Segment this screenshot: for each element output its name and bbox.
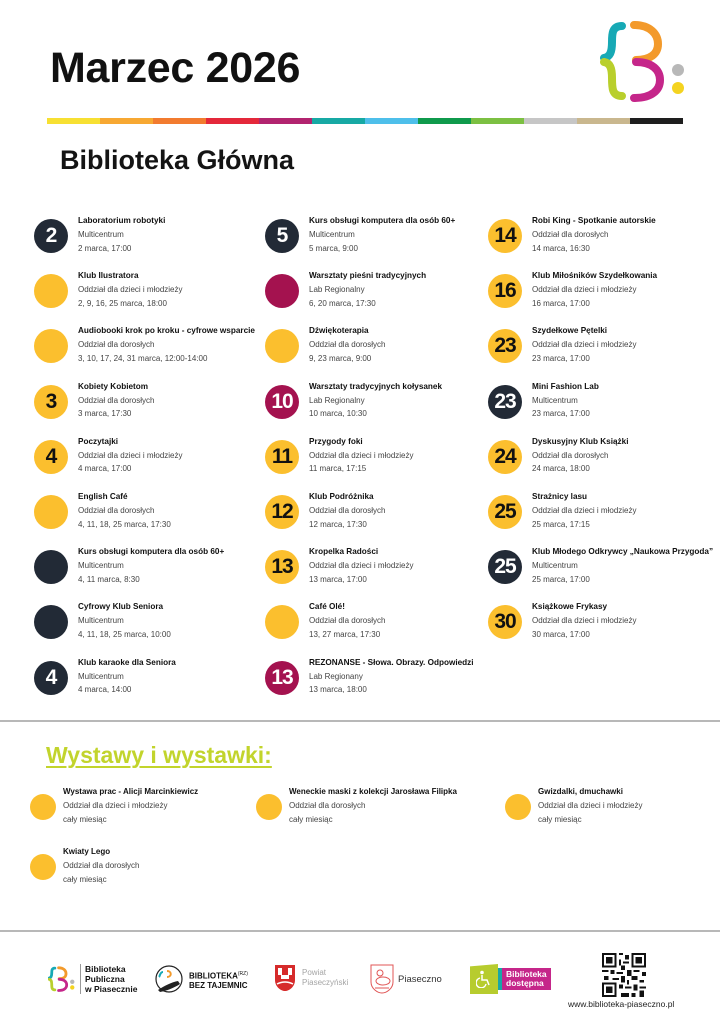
event-place: Oddział dla dorosłych [78,340,155,350]
event-date: 23 marca, 17:00 [532,409,590,419]
exhibition-place: Oddział dla dorosłych [289,801,366,810]
stripe-segment [153,118,206,124]
event-name: Audiobooki krok po kroku - cyfrowe wsparcie [78,326,255,336]
event-date: 16 marca, 17:00 [532,298,590,308]
event-item[interactable] [488,435,716,490]
event-item[interactable] [34,435,262,490]
footer-logo-piaseczno[interactable] [370,964,442,994]
event-name: Klub Ilustratora [78,271,139,281]
library-brace-b-logo [600,20,690,102]
logo2-line1: BIBLIOTEKA [189,971,238,981]
event-item[interactable] [265,656,493,711]
event-place: Oddział dla dzieci i młodzieży [532,340,637,350]
qr-code-icon[interactable] [602,953,646,997]
event-name: Mini Fashion Lab [532,381,599,391]
event-item[interactable] [488,324,716,379]
date-badge: 30 [488,605,522,639]
event-date: 3, 10, 17, 24, 31 marca, 12:00-14:00 [78,353,208,363]
event-place: Oddział dla dorosłych [78,395,155,405]
event-date: 11 marca, 17:15 [309,464,367,474]
library-brace-b-logo [48,964,76,994]
stripe-segment [259,118,312,124]
footer-logo-powiat[interactable] [274,964,348,992]
event-name: Klub Miłośników Szydełkowania [532,271,658,281]
event-item[interactable] [265,545,493,600]
exhibition-item[interactable] [505,785,720,835]
stripe-segment [418,118,471,124]
event-item[interactable] [34,324,262,379]
event-date: 24 marca, 18:00 [532,464,590,474]
exhibition-date: cały miesiąc [538,814,582,824]
event-date: 4, 11, 18, 25 marca, 10:00 [78,629,171,639]
event-date: 25 marca, 17:00 [532,574,590,584]
date-badge: 10 [265,385,299,419]
event-place: Oddział dla dzieci i młodzieży [532,285,637,295]
color-stripe [47,118,683,124]
event-place: Oddział dla dzieci i młodzieży [78,285,183,295]
event-item[interactable] [265,380,493,435]
exhibition-place: Oddział dla dzieci i młodzieży [538,801,643,810]
event-name: Klub Młodego Odkrywcy „Naukowa Przygoda” [532,547,714,557]
event-date: 30 marca, 17:00 [532,629,590,639]
stripe-segment [206,118,259,124]
footer-divider [0,930,720,932]
logo3-line1: Powiat [302,968,327,977]
date-badge: 11 [265,440,299,474]
exhibition-name: Gwizdalki, dmuchawki [538,787,623,796]
exhibition-item[interactable] [256,785,506,835]
footer-logo-bez-tajemnic[interactable] [154,964,248,996]
event-item[interactable] [488,545,716,600]
event-name: Café Olé! [309,602,345,612]
event-place: Lab Regionany [309,671,363,681]
event-place: Oddział dla dorosłych [309,340,386,350]
event-item[interactable] [34,545,262,600]
event-date: 13 marca, 18:00 [309,685,367,695]
page-title: Marzec 2026 [50,44,301,92]
powiat-crest-icon [274,964,296,992]
event-name: Warsztaty pieśni tradycyjnych [309,271,427,281]
date-badge: 4 [34,440,68,474]
event-name: English Café [78,491,128,501]
section-divider [0,720,720,722]
exhibition-name: Wystawa prac - Alicji Marcinkiewicz [63,787,199,796]
date-badge: 25 [488,550,522,584]
section-title: Biblioteka Główna [60,145,295,175]
event-date: 6, 20 marca, 17:30 [309,298,376,308]
stripe-segment [471,118,524,124]
exhibition-date: cały miesiąc [289,814,333,824]
event-name: Poczytajki [78,436,119,446]
logo1-line1: Biblioteka [85,964,126,974]
exhibitions-title: Wystawy i wystawki: [46,742,272,768]
bullet-dot [30,854,56,880]
event-item[interactable] [34,214,262,269]
event-name: Dyskusyjny Klub Książki [532,436,629,446]
exhibition-item[interactable] [30,845,280,895]
logo3-line2: Piaseczyński [302,978,349,987]
event-item[interactable] [34,656,262,711]
event-date: 13, 27 marca, 17:30 [309,629,381,639]
events-column-2 [265,214,493,711]
piaseczno-ram-crest-icon [370,964,394,994]
stripe-segment [630,118,683,124]
event-date: 4 marca, 17:00 [78,464,132,474]
event-date: 14 marca, 16:30 [532,243,590,253]
logo2-line2: BEZ TAJEMNIC [189,981,248,991]
exhibition-name: Kwiaty Lego [63,847,111,856]
event-name: Dźwiękoterapia [309,326,369,336]
date-badge: 4 [34,661,68,695]
date-badge: 3 [34,385,68,419]
website-url[interactable]: www.biblioteka-piaseczno.pl [568,999,675,1009]
event-place: Oddział dla dorosłych [309,505,386,515]
date-badge: 24 [488,440,522,474]
date-badge [34,605,68,639]
event-item[interactable] [34,269,262,324]
exhibition-place: Oddział dla dzieci i młodzieży [63,801,168,810]
event-item[interactable] [34,600,262,655]
event-date: 2, 9, 16, 25 marca, 18:00 [78,298,167,308]
date-badge [34,495,68,529]
event-name: Szydełkowe Pętelki [532,326,608,336]
event-place: Multicentrum [78,671,124,681]
event-place: Oddział dla dzieci i młodzieży [309,450,414,460]
event-place: Multicentrum [78,230,124,239]
exhibition-date: cały miesiąc [63,814,107,824]
event-date: 12 marca, 17:30 [309,519,367,529]
date-badge: 2 [34,219,68,253]
event-date: 10 marca, 10:30 [309,409,367,419]
logo4-label: Piaseczno [398,973,442,985]
event-name: Kurs obsługi komputera dla osób 60+ [309,216,456,225]
date-badge: 23 [488,385,522,419]
event-date: 4, 11 marca, 8:30 [78,574,140,584]
wheelchair-icon [470,964,498,994]
logo1-line3: w Piasecznie [85,984,138,994]
date-badge [265,605,299,639]
stripe-segment [47,118,100,124]
event-name: REZONANSE - Słowa. Obrazy. Odpowiedzi [309,657,474,667]
exhibition-date: cały miesiąc [63,874,107,884]
event-name: Warsztaty tradycyjnych kołysanek [309,381,443,391]
stripe-segment [577,118,630,124]
stripe-segment [100,118,153,124]
bullet-dot [505,794,531,820]
bullet-dot [256,794,282,820]
event-item[interactable] [265,269,493,324]
event-item[interactable] [488,600,716,655]
event-name: Cyfrowy Klub Seniora [78,602,164,612]
date-badge: 13 [265,550,299,584]
event-date: 13 marca, 17:00 [309,574,367,584]
exhibition-place: Oddział dla dorosłych [63,861,140,870]
event-item[interactable] [265,490,493,545]
event-name: Klub karaoke dla Seniora [78,657,176,667]
bez-tajemnic-logo [154,964,184,996]
event-place: Multicentrum [78,616,124,626]
event-place: Oddział dla dzieci i młodzieży [78,450,183,460]
events-column-1 [34,214,262,711]
logo5-line2: dostępna [506,978,544,988]
events-column-3 [488,214,716,656]
event-place: Lab Regionalny [309,395,365,405]
event-name: Kobiety Kobietom [78,381,149,391]
event-name: Klub Podróżnika [309,491,374,501]
event-place: Oddział dla dorosłych [78,505,155,515]
date-badge [34,274,68,308]
event-item[interactable] [488,380,716,435]
bullet-dot [30,794,56,820]
event-date: 25 marca, 17:15 [532,519,590,529]
event-name: Kropelka Radości [309,547,379,557]
event-place: Multicentrum [309,230,355,239]
logo1-line2: Publiczna [85,974,125,984]
event-place: Multicentrum [78,561,124,571]
logo-separator [80,964,81,994]
date-badge [34,550,68,584]
date-badge: 16 [488,274,522,308]
event-name: Książkowe Frykasy [532,602,608,612]
event-item[interactable] [488,214,716,269]
event-name: Strażnicy lasu [532,491,588,501]
event-place: Multicentrum [532,561,578,571]
logo5-line1: Biblioteka [506,969,547,979]
event-date: 9, 23 marca, 9:00 [309,353,372,363]
date-badge [265,274,299,308]
footer-logo-biblioteka-dostepna[interactable] [470,964,551,994]
event-date: 3 marca, 17:30 [78,409,132,419]
event-name: Robi King - Spotkanie autorskie [532,216,656,225]
event-place: Oddział dla dzieci i młodzieży [532,616,637,626]
date-badge: 14 [488,219,522,253]
exhibition-item[interactable] [30,785,280,835]
stripe-segment [365,118,418,124]
event-date: 2 marca, 17:00 [78,243,132,253]
event-item[interactable] [34,380,262,435]
date-badge [265,329,299,363]
stripe-segment [524,118,577,124]
event-place: Oddział dla dorosłych [309,616,386,626]
event-item[interactable] [265,324,493,379]
footer-logo-biblioteka-publiczna[interactable] [48,964,137,994]
date-badge: 5 [265,219,299,253]
date-badge: 25 [488,495,522,529]
event-place: Oddział dla dorosłych [532,230,609,239]
event-item[interactable] [265,435,493,490]
event-item[interactable] [488,490,716,545]
event-item[interactable] [34,490,262,545]
event-item[interactable] [488,269,716,324]
date-badge: 23 [488,329,522,363]
exhibition-name: Weneckie maski z kolekcji Jarosława Filipka [289,787,457,796]
event-item[interactable] [265,214,493,269]
event-date: 23 marca, 17:00 [532,353,590,363]
event-place: Lab Regionalny [309,285,365,295]
event-place: Multicentrum [532,395,578,405]
event-name: Laboratorium robotyki [78,216,166,225]
logo2-sup: (RZ) [237,970,248,977]
date-badge: 13 [265,661,299,695]
event-date: 4, 11, 18, 25 marca, 17:30 [78,519,171,529]
event-name: Kurs obsługi komputera dla osób 60+ [78,547,225,557]
event-item[interactable] [265,600,493,655]
date-badge [34,329,68,363]
event-place: Oddział dla dorosłych [532,450,609,460]
event-date: 4 marca, 14:00 [78,685,132,695]
event-place: Oddział dla dzieci i młodzieży [309,561,414,571]
stripe-segment [312,118,365,124]
event-name: Przygody foki [309,436,363,446]
event-place: Oddział dla dzieci i młodzieży [532,505,637,515]
date-badge: 12 [265,495,299,529]
event-date: 5 marca, 9:00 [309,243,358,253]
